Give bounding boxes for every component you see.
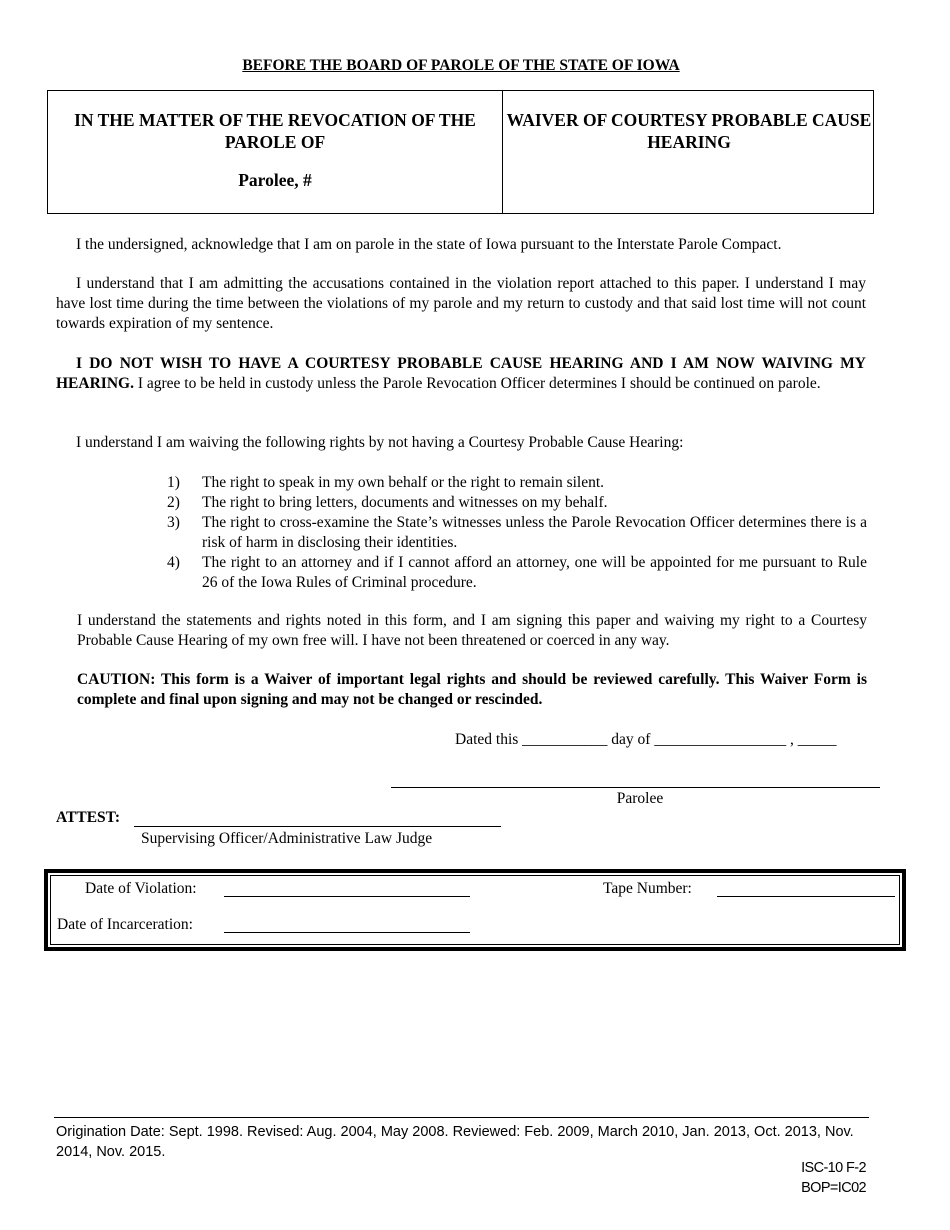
matter-caption (48, 109, 502, 191)
waiver-bold-statement: I DO NOT WISH TO HAVE A COURTESY PROBABLE CAUSE HEARING AND I AM NOW WAIVING MY HEARING. (56, 355, 866, 392)
right-text: The right to an attorney and if I cannot afford an attorney, one will be appointed for me pursuant to Rule 26 of the Iowa Rules of Criminal procedure. (202, 554, 867, 591)
parolee-number: Parolee, # (238, 170, 312, 190)
form-title: WAIVER OF COURTESY PROBABLE CAUSE HEARING (506, 110, 872, 152)
form-code (700, 1158, 866, 1198)
date-of-violation-label: Date of Violation: (85, 880, 197, 897)
right-number: 4) (167, 554, 180, 571)
right-text: The right to speak in my own behalf or the right to remain silent. (202, 474, 605, 491)
caution-notice: CAUTION: This form is a Waiver of important legal rights and should be reviewed carefully. This Waiver Form is complete and final upon signing and may not be changed or rescinded. (77, 671, 867, 708)
rights-list-item (167, 513, 867, 553)
right-number: 1) (167, 474, 180, 491)
paragraph-interstate-compact: I the undersigned, acknowledge that I am on parole in the state of Iowa pursuant to the Interstate Parole Compact. (76, 236, 782, 253)
date-of-incarceration-field[interactable] (224, 932, 470, 933)
caption-divider (502, 91, 503, 213)
hearing-record-inner (50, 875, 900, 945)
paragraph-rights-intro: I understand I am waiving the following rights by not having a Courtesy Probable Cause Hearing: (76, 434, 684, 451)
officer-signature-label: Supervising Officer/Administrative Law Judge (141, 830, 433, 847)
date-of-violation-field[interactable] (224, 896, 470, 897)
waiver-custody-text: I agree to be held in custody unless the Parole Revocation Officer determines I should be continued on parole. (133, 375, 821, 392)
parolee-signature-line[interactable] (391, 787, 880, 788)
paragraph-admission: I understand that I am admitting the accusations contained in the violation report attached to this paper. I understand I may have lost time during the time between the violations of my parole and my return to custody and that said lost time will not count towards expiration of my sentence. (56, 275, 866, 332)
rights-list-item (167, 553, 867, 593)
origination-date-note: Origination Date: Sept. 1998. Revised: Aug. 2004, May 2008. Reviewed: Feb. 2009, March 2010, Jan. 2013, Oct. 2013, Nov. 2014, Nov. 2015. (56, 1124, 854, 1160)
paragraph-free-will: I understand the statements and rights noted in this form, and I am signing this paper and waiving my right to a Courtesy Probable Cause Hearing of my own free will. I have not been threatened or coerced in any way. (77, 612, 867, 649)
right-number: 3) (167, 514, 180, 531)
tape-number-field[interactable] (717, 896, 895, 897)
tape-number-label: Tape Number: (603, 880, 692, 897)
matter-heading: IN THE MATTER OF THE REVOCATION OF THE PAROLE OF (74, 110, 476, 152)
rights-list-item (167, 473, 867, 493)
form-code-isc: ISC-10 F-2 (801, 1160, 866, 1176)
hearing-record-box (44, 869, 906, 951)
rights-list (167, 473, 867, 593)
attest-label: ATTEST: (56, 809, 121, 826)
right-number: 2) (167, 494, 180, 511)
case-caption-box (47, 90, 874, 214)
right-text: The right to bring letters, documents and witnesses on my behalf. (202, 494, 608, 511)
date-of-incarceration-label: Date of Incarceration: (57, 916, 193, 933)
right-text: The right to cross-examine the State’s witnesses unless the Parole Revocation Officer determines there is a risk of harm in disclosing their identities. (202, 514, 867, 551)
parolee-signature-label: Parolee (616, 790, 664, 807)
attest-signature-line[interactable] (134, 826, 501, 827)
dated-line[interactable]: Dated this ___________ day of _________________ , _____ (455, 731, 837, 748)
rights-list-item (167, 493, 867, 513)
board-title: BEFORE THE BOARD OF PAROLE OF THE STATE OF IOWA (242, 57, 680, 74)
paragraph-waiver-statement (56, 354, 866, 394)
footer-divider (54, 1117, 869, 1118)
form-code-bop: BOP=IC02 (801, 1180, 866, 1196)
